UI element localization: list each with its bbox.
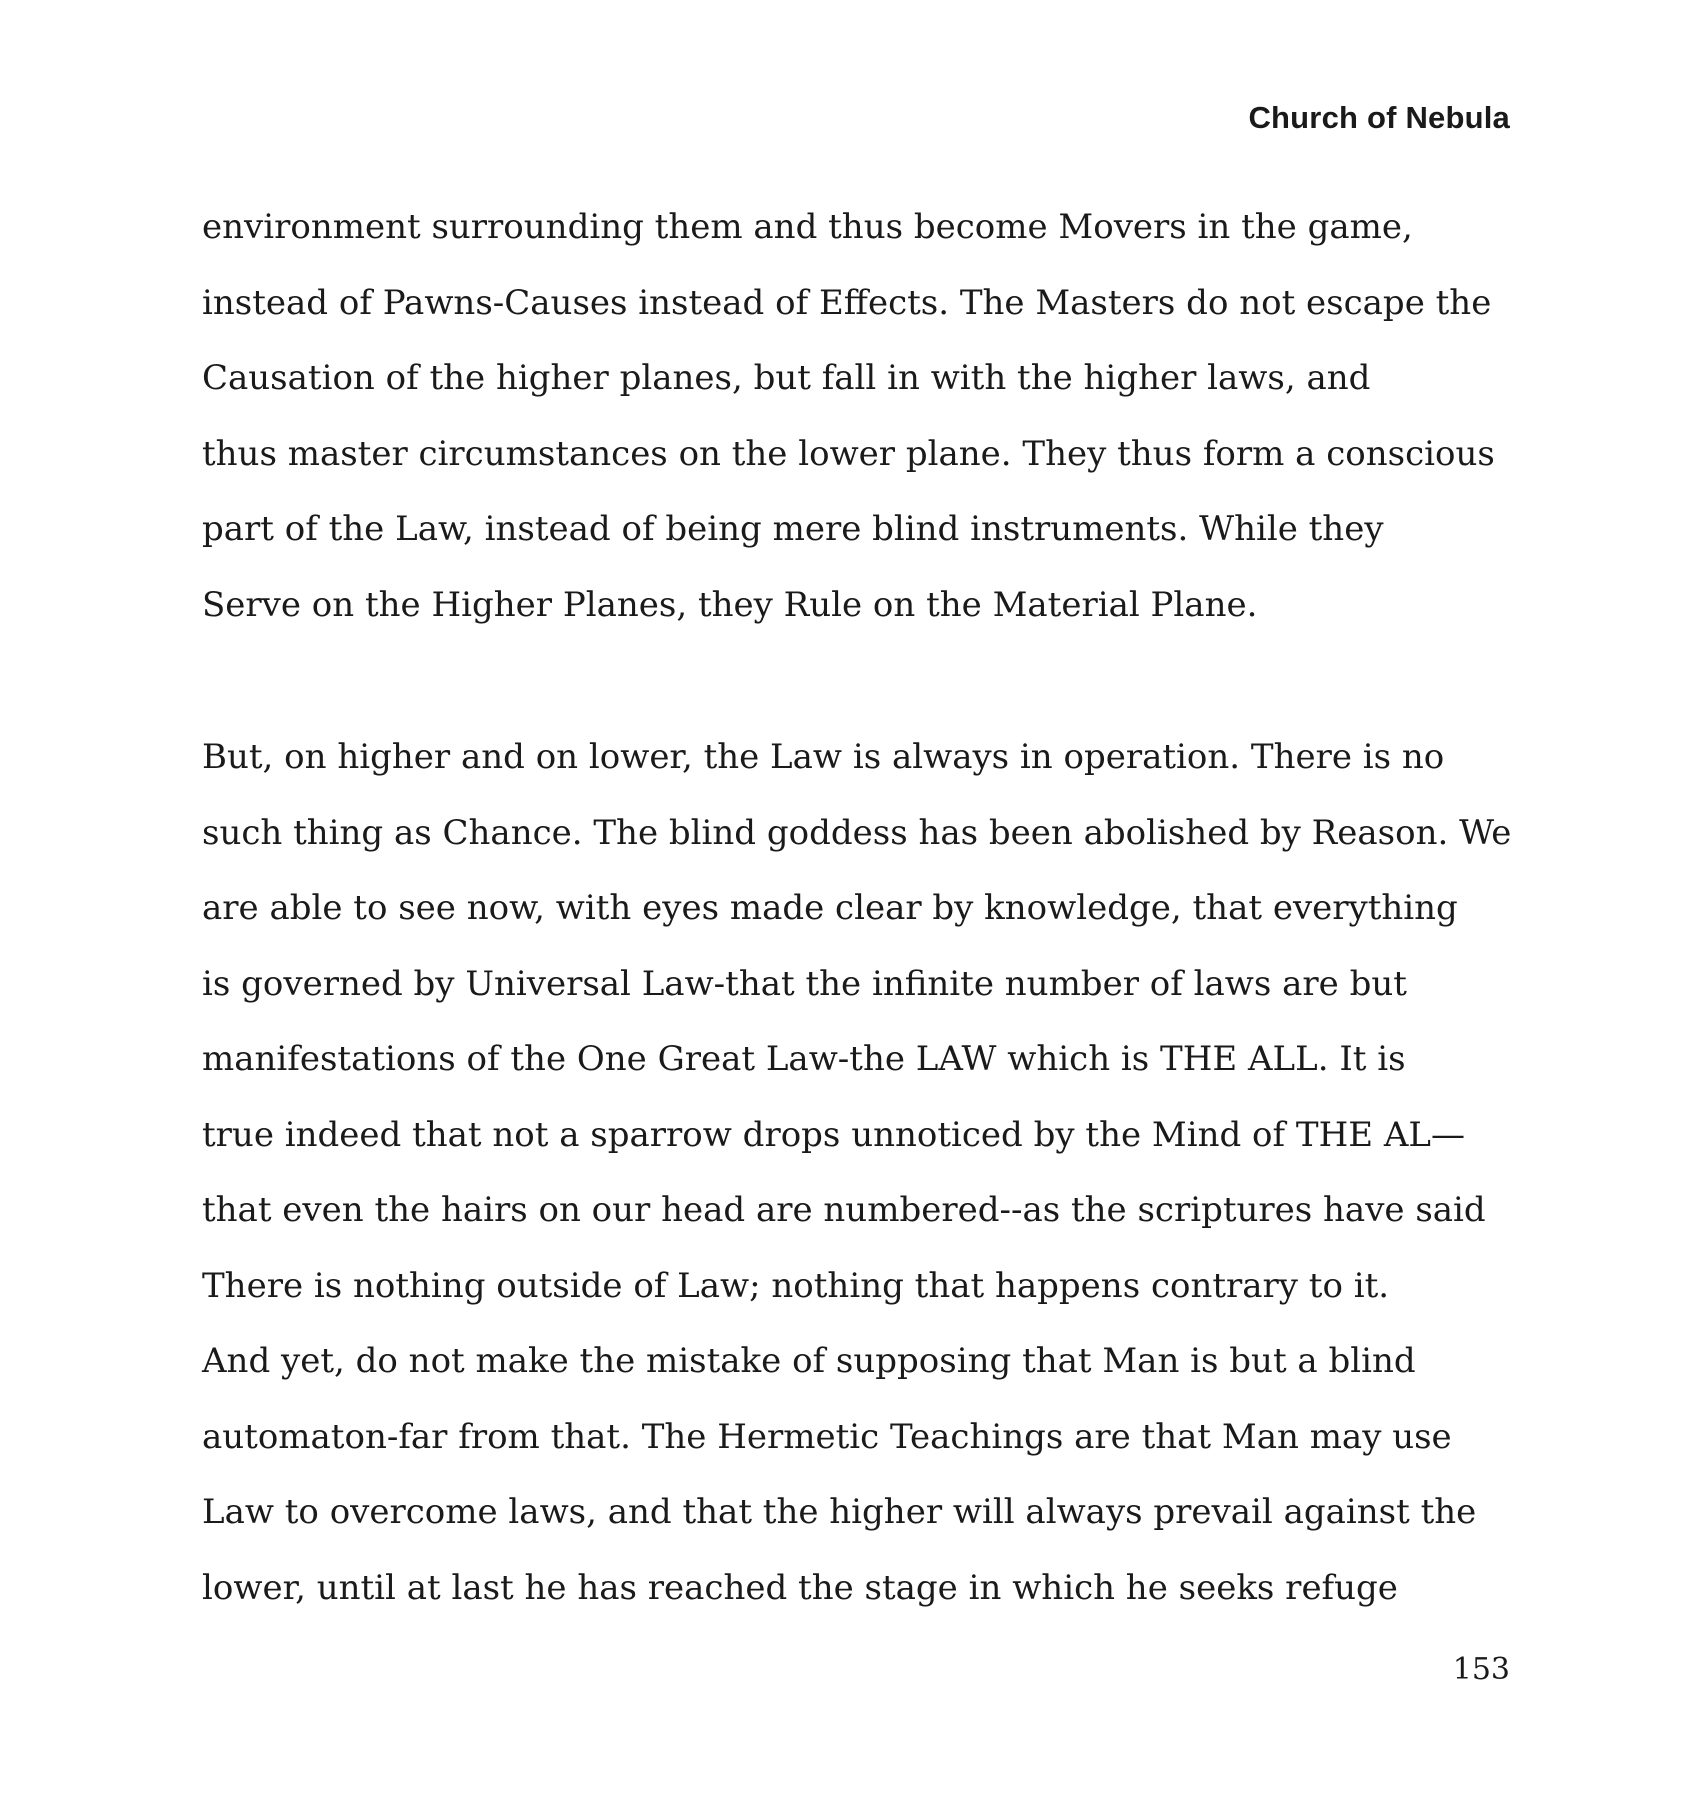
text-line: Law to overcome laws, and that the higher will always prevail against the (202, 1492, 1477, 1532)
paragraph-1 (202, 190, 1532, 643)
text-line: such thing as Chance. The blind goddess has been abolished by Reason. We (202, 812, 1512, 853)
text-line: And yet, do not make the mistake of supposing that Man is but a blind (202, 1341, 1416, 1381)
text-line: is governed by Universal Law-that the infinite number of laws are but (202, 963, 1407, 1004)
text-line: lower, until at last he has reached the stage in which he seeks refuge (202, 1567, 1398, 1608)
paragraph-2 (202, 720, 1532, 1626)
text-line: automaton-far from that. The Hermetic Teachings are that Man may use (202, 1416, 1452, 1457)
text-line: But, on higher and on lower, the Law is always in operation. There is no (202, 737, 1445, 777)
page-number: 153 (1452, 1652, 1510, 1687)
text-line: true indeed that not a sparrow drops unnoticed by the Mind of THE AL— (202, 1114, 1465, 1155)
text-line: are able to see now, with eyes made clear by knowledge, that everything (202, 888, 1458, 928)
text-line: manifestations of the One Great Law-the LAW which is THE ALL. It is (202, 1039, 1406, 1079)
text-line: thus master circumstances on the lower plane. They thus form a conscious (202, 433, 1495, 474)
text-line: There is nothing outside of Law; nothing that happens contrary to it. (202, 1265, 1390, 1306)
text-line: instead of Pawns-Causes instead of Effects. The Masters do not escape the (202, 282, 1492, 323)
text-line: Serve on the Higher Planes, they Rule on the Material Plane. (202, 584, 1258, 625)
text-line: Causation of the higher planes, but fall in with the higher laws, and (202, 358, 1371, 398)
text-line: that even the hairs on our head are numbered--as the scriptures have said (202, 1190, 1486, 1230)
text-line: environment surrounding them and thus become Movers in the game, (202, 207, 1413, 247)
text-line: part of the Law, instead of being mere blind instruments. While they (202, 509, 1384, 549)
running-header: Church of Nebula (1248, 100, 1510, 135)
